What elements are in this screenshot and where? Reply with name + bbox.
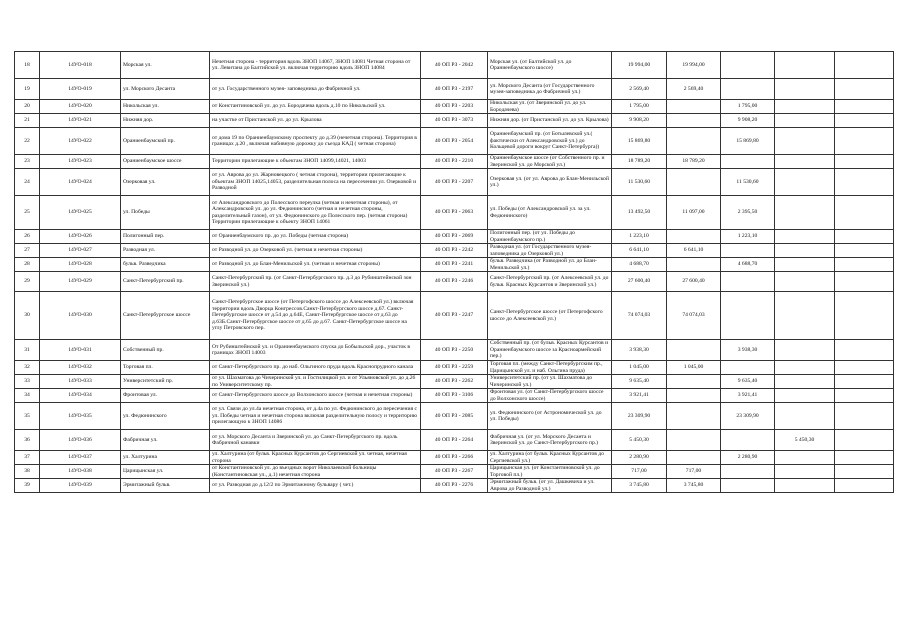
row-code: 14УО-022 bbox=[40, 128, 121, 155]
area-col-2 bbox=[721, 361, 775, 375]
row-number: 23 bbox=[15, 155, 40, 169]
row-code: 14УО-026 bbox=[40, 230, 121, 244]
total-area: 9 635,40 bbox=[612, 375, 667, 389]
section-description: от Разводной ул. до Блан-Менильской ул. (четная и нечетная стороны) bbox=[210, 258, 421, 272]
total-area: 23 309,90 bbox=[612, 403, 667, 430]
route-description: Собственный пр. (от бульв. Красных Курсантов и Ораниенбаумского шоссе за Красноармейский пер.) bbox=[488, 340, 612, 361]
table-row bbox=[15, 403, 894, 430]
area-col-4 bbox=[835, 114, 894, 128]
row-number: 31 bbox=[15, 340, 40, 361]
section-description: от Санкт-Петербургского пр. до наб. Ольгиного пруда вдоль Краснопрудного канала bbox=[210, 361, 421, 375]
area-col-3 bbox=[775, 155, 835, 169]
area-col-4 bbox=[835, 403, 894, 430]
road-registry-number: 40 ОП РЗ - 3106 bbox=[421, 389, 488, 403]
row-code: 14УО-021 bbox=[40, 114, 121, 128]
row-number: 18 bbox=[15, 52, 40, 79]
area-col-3 bbox=[775, 169, 835, 196]
route-description: ул. Халтурина (от бульв. Красных Курсантов до Сергиевской ул.) bbox=[488, 451, 612, 465]
area-col-3 bbox=[775, 375, 835, 389]
table-row bbox=[15, 272, 894, 292]
total-area: 9 908,20 bbox=[612, 114, 667, 128]
row-number: 39 bbox=[15, 479, 40, 493]
row-number: 29 bbox=[15, 272, 40, 292]
area-col-1: 2 569,40 bbox=[667, 79, 721, 100]
total-area: 18 789,20 bbox=[612, 155, 667, 169]
section-description: на участке от Пристанской ул. до ул. Крылова bbox=[210, 114, 421, 128]
route-description: Торговая пл. (между Санкт-Петербургским пр., Царицынской ул. и наб. Ольгина пруда) bbox=[488, 361, 612, 375]
road-registry-number: 40 ОП РЗ - 2247 bbox=[421, 292, 488, 340]
area-col-2: 4 688,70 bbox=[721, 258, 775, 272]
row-code: 14УО-031 bbox=[40, 340, 121, 361]
row-number: 37 bbox=[15, 451, 40, 465]
table-row bbox=[15, 114, 894, 128]
row-number: 38 bbox=[15, 465, 40, 479]
road-registry-number: 40 ОП РЗ - 2242 bbox=[421, 244, 488, 258]
road-registry-number: 40 ОП РЗ - 2241 bbox=[421, 258, 488, 272]
row-code: 14УО-020 bbox=[40, 100, 121, 114]
area-col-4 bbox=[835, 258, 894, 272]
total-area: 74 074,03 bbox=[612, 292, 667, 340]
table-row bbox=[15, 100, 894, 114]
roads-table bbox=[14, 51, 894, 493]
table-row bbox=[15, 361, 894, 375]
row-code: 14УО-027 bbox=[40, 244, 121, 258]
area-col-4 bbox=[835, 389, 894, 403]
row-code: 14УО-023 bbox=[40, 155, 121, 169]
area-col-4 bbox=[835, 155, 894, 169]
row-number: 20 bbox=[15, 100, 40, 114]
route-description: ул. Морского Десанта (от Государственного музея-заповедника до Фабричной ул.) bbox=[488, 79, 612, 100]
route-description: Ораниенбаумское шоссе (от Собственного пр. и Зверинской ул. до Морской ул.) bbox=[488, 155, 612, 169]
section-description: от ул. Государственного музея- заповедника до Фабричной ул. bbox=[210, 79, 421, 100]
table-row bbox=[15, 479, 894, 493]
street-name: Озерковая ул. bbox=[121, 169, 210, 196]
total-area: 6 641,10 bbox=[612, 244, 667, 258]
table-row bbox=[15, 292, 894, 340]
area-col-2 bbox=[721, 244, 775, 258]
road-registry-number: 40 ОП РЗ - 2210 bbox=[421, 155, 488, 169]
area-col-2 bbox=[721, 155, 775, 169]
area-col-4 bbox=[835, 479, 894, 493]
road-registry-number: 40 ОП РЗ - 2266 bbox=[421, 451, 488, 465]
section-description: От Рубинштейнской ул. и Ораниенбаумского спуска до Бобыльской дор., участок в границах ЗНОП 14003 bbox=[210, 340, 421, 361]
road-registry-number: 40 ОП РЗ - 2250 bbox=[421, 340, 488, 361]
road-registry-number: 40 ОП РЗ - 2246 bbox=[421, 272, 488, 292]
area-col-2 bbox=[721, 430, 775, 451]
row-code: 14УО-025 bbox=[40, 196, 121, 230]
total-area: 3 745,80 bbox=[612, 479, 667, 493]
row-number: 30 bbox=[15, 292, 40, 340]
row-code: 14УО-024 bbox=[40, 169, 121, 196]
row-code: 14УО-034 bbox=[40, 389, 121, 403]
row-number: 32 bbox=[15, 361, 40, 375]
area-col-3 bbox=[775, 258, 835, 272]
area-col-1: 1 045,00 bbox=[667, 361, 721, 375]
road-registry-number: 40 ОП РЗ - 2259 bbox=[421, 361, 488, 375]
route-description: Университетский пр. (от ул. Шахматова до Чичеринской ул.) bbox=[488, 375, 612, 389]
row-code: 14УО-032 bbox=[40, 361, 121, 375]
street-name: Эрмитажный бульв. bbox=[121, 479, 210, 493]
area-col-2: 3 938,30 bbox=[721, 340, 775, 361]
route-description: Санкт-Петербургское шоссе (от Петергофского шоссе до Алексеевской ул.) bbox=[488, 292, 612, 340]
area-col-2: 23 309,90 bbox=[721, 403, 775, 430]
area-col-1: 6 641,10 bbox=[667, 244, 721, 258]
total-area: 2 569,40 bbox=[612, 79, 667, 100]
area-col-1 bbox=[667, 340, 721, 361]
section-description: от Александровского до Полесского переулка (четная и нечетная стороны), от Александровской ул. до ул. Федюнинского (четная и нечетная стороны, разделительный газон), от ул. Федюнинского до Полесского пер. (четная сторона) Территории прилегающие к объекту ЗНОП 14061 bbox=[210, 196, 421, 230]
table-row bbox=[15, 340, 894, 361]
row-code: 14УО-036 bbox=[40, 430, 121, 451]
table-row bbox=[15, 230, 894, 244]
area-col-4 bbox=[835, 100, 894, 114]
street-name: Разводная ул. bbox=[121, 244, 210, 258]
document-page bbox=[14, 51, 893, 493]
road-registry-number: 40 ОП РЗ - 2197 bbox=[421, 79, 488, 100]
section-description: Нечетная сторона - территория вдоль ЗНОП 14067, ЗНОП 14081 Четная сторона от ул. Левитана до Балтийской ул. включая территорию вдоль ЗНОП 14084 bbox=[210, 52, 421, 79]
route-description: Разводная ул. (от Государственного музея-заповедника до Озерковой ул.) bbox=[488, 244, 612, 258]
street-name: Торговая пл. bbox=[121, 361, 210, 375]
row-number: 24 bbox=[15, 169, 40, 196]
table-row bbox=[15, 155, 894, 169]
total-area: 11 530,60 bbox=[612, 169, 667, 196]
table-row bbox=[15, 196, 894, 230]
street-name: Полигонный пер. bbox=[121, 230, 210, 244]
row-code: 14УО-039 bbox=[40, 479, 121, 493]
row-number: 35 bbox=[15, 403, 40, 430]
street-name: ул. Победы bbox=[121, 196, 210, 230]
street-name: ул. Халтурина bbox=[121, 451, 210, 465]
section-description: от Санкт-Петербургского шоссе до Волхонского шоссе (четная и нечетная стороны) bbox=[210, 389, 421, 403]
table-row bbox=[15, 451, 894, 465]
area-col-4 bbox=[835, 128, 894, 155]
road-registry-number: 40 ОП РЗ - 2063 bbox=[421, 196, 488, 230]
area-col-4 bbox=[835, 465, 894, 479]
route-description: Озерковая ул. (от ул. Аврова до Блан-Менильской ул.) bbox=[488, 169, 612, 196]
row-number: 27 bbox=[15, 244, 40, 258]
section-description: от ул. Связи до ул.4а нечетная сторона, от д.4а по ул. Федюнинского до пересечения с ул. Победы четная и нечетная сторона включая разделительную полосу и территорию прилегающую к ЗНОП 14086 bbox=[210, 403, 421, 430]
area-col-2: 9 908,20 bbox=[721, 114, 775, 128]
section-description: от Разводной ул. до Озерковой ул. (четная и нечетная стороны) bbox=[210, 244, 421, 258]
row-code: 14УО-033 bbox=[40, 375, 121, 389]
street-name: Фабричная ул. bbox=[121, 430, 210, 451]
route-description: Ораниенбаумский пр. (от Ботылевской ул.( фактически от Александровской ул.) до Кольцевой дороги вокруг Санкт-Петербурга)) bbox=[488, 128, 612, 155]
area-col-1 bbox=[667, 169, 721, 196]
route-description: Нижняя дор. (от Пристанской ул. до ул. Крылова) bbox=[488, 114, 612, 128]
route-description: Фронтовая ул. (от Санкт-Петербургского шоссе до Волхонского шоссе) bbox=[488, 389, 612, 403]
area-col-3 bbox=[775, 292, 835, 340]
street-name: бульв. Разведчика bbox=[121, 258, 210, 272]
row-number: 19 bbox=[15, 79, 40, 100]
area-col-1: 19 994,00 bbox=[667, 52, 721, 79]
section-description: от ул. Шахматова до Чичеринской ул. и Гостилицкой ул. и от Ульяновской ул. до д.26 по Университетскому пр. bbox=[210, 375, 421, 389]
route-description: Полигонный пер. (от ул. Победы до Ораниенбаумского пр.) bbox=[488, 230, 612, 244]
route-description: Морская ул. (от Балтийской ул. до Ораниенбаумского шоссе) bbox=[488, 52, 612, 79]
area-col-2 bbox=[721, 292, 775, 340]
row-number: 34 bbox=[15, 389, 40, 403]
table-row bbox=[15, 258, 894, 272]
route-description: ул. Федюнинского (от Астрономической ул. до ул. Победы) bbox=[488, 403, 612, 430]
road-registry-number: 40 ОП РЗ - 2207 bbox=[421, 169, 488, 196]
area-col-3 bbox=[775, 479, 835, 493]
road-registry-number: 40 ОП РЗ - 2042 bbox=[421, 52, 488, 79]
area-col-3: 5 450,30 bbox=[775, 430, 835, 451]
area-col-3 bbox=[775, 451, 835, 465]
area-col-4 bbox=[835, 52, 894, 79]
area-col-3 bbox=[775, 272, 835, 292]
section-description: от ул. Морского Десанта и Зверинской ул. до Санкт-Петербургского пр. вдоль Фабричной канавки bbox=[210, 430, 421, 451]
row-number: 28 bbox=[15, 258, 40, 272]
row-number: 25 bbox=[15, 196, 40, 230]
route-description: Эрмитажный бульв. (от ул. Дашкевича и ул. Аврова до Разводной ул.) bbox=[488, 479, 612, 493]
road-registry-number: 40 ОП РЗ - 2264 bbox=[421, 430, 488, 451]
street-name: Царицынская ул. bbox=[121, 465, 210, 479]
area-col-1 bbox=[667, 230, 721, 244]
road-registry-number: 40 ОП РЗ - 2054 bbox=[421, 128, 488, 155]
area-col-1: 717,00 bbox=[667, 465, 721, 479]
table-row bbox=[15, 244, 894, 258]
road-registry-number: 40 ОП РЗ - 2262 bbox=[421, 375, 488, 389]
section-description: Санкт-Петербургское шоссе (от Петергофского шоссе до Алексеевской ул.) включая территории вдоль Дворца Конгрессов.Санкт-Петербургского шоссе д.67. Санкт-Петербургское шоссе от д.54 до д.64Е, Санкт-Петербургское шоссе от д.63 до д.63Б.Санкт-Петербургское шоссе от д.65 до д.67. Санкт-Петербургское шоссе на углу Петровского пер. bbox=[210, 292, 421, 340]
street-name: Морская ул. bbox=[121, 52, 210, 79]
total-area: 1 223,10 bbox=[612, 230, 667, 244]
section-description: Санкт-Петербургский пр. (от Санкт-Петербургского пр. д.3 до Рубинштейнской зон Зверинской ул.) bbox=[210, 272, 421, 292]
total-area: 3 938,30 bbox=[612, 340, 667, 361]
area-col-1 bbox=[667, 389, 721, 403]
section-description: от Константиновской ул. до ул. Бородачева вдоль д.10 по Никольской ул. bbox=[210, 100, 421, 114]
area-col-2: 9 635,40 bbox=[721, 375, 775, 389]
total-area: 13 492,50 bbox=[612, 196, 667, 230]
area-col-2: 2 280,90 bbox=[721, 451, 775, 465]
route-description: Царицынская ул. (от Константиновской ул. до Торговой пл.) bbox=[488, 465, 612, 479]
section-description: от ул. Аврова до ул. Жарновецкого ( четная сторона), территории прилегающие к объектам ЗНОП 14025,14053, разделительная полоса на пересечении ул. Озерковой и Разводной bbox=[210, 169, 421, 196]
street-name: Университетский пр. bbox=[121, 375, 210, 389]
route-description: Фабричная ул. (от ул. Морского Десанта и Зверинской ул. до Санкт-Петербургского пр.) bbox=[488, 430, 612, 451]
area-col-4 bbox=[835, 375, 894, 389]
table-row bbox=[15, 389, 894, 403]
area-col-2: 1 795,00 bbox=[721, 100, 775, 114]
row-number: 21 bbox=[15, 114, 40, 128]
street-name: Санкт-Петербургский пр. bbox=[121, 272, 210, 292]
area-col-1 bbox=[667, 114, 721, 128]
area-col-1: 3 745,80 bbox=[667, 479, 721, 493]
area-col-3 bbox=[775, 244, 835, 258]
area-col-1: 74 074,03 bbox=[667, 292, 721, 340]
row-code: 14УО-037 bbox=[40, 451, 121, 465]
road-registry-number: 40 ОП РЗ - 2267 bbox=[421, 465, 488, 479]
area-col-4 bbox=[835, 196, 894, 230]
total-area: 1 795,00 bbox=[612, 100, 667, 114]
area-col-4 bbox=[835, 430, 894, 451]
section-description: ул. Халтурина (от бульв. Красных Курсантов до Сергиевской ул. четная, нечетная сторона bbox=[210, 451, 421, 465]
street-name: Ораниенбаумское шоссе bbox=[121, 155, 210, 169]
area-col-4 bbox=[835, 244, 894, 258]
route-description: Никольская ул. (от Зверинской ул. до ул. Бородачева) bbox=[488, 100, 612, 114]
area-col-4 bbox=[835, 169, 894, 196]
row-code: 14УО-028 bbox=[40, 258, 121, 272]
route-description: ул. Победы (от Александровской ул. за ул. Федюнинского) bbox=[488, 196, 612, 230]
section-description: от дома 19 по Ораниенбаумскому проспекту до д.39 (нечетная сторона). Территория в границах д.20 , включая набивную дорожку до съезда КАД ( четная сторона) bbox=[210, 128, 421, 155]
area-col-3 bbox=[775, 403, 835, 430]
table-row bbox=[15, 52, 894, 79]
road-registry-number: 40 ОП РЗ - 2085 bbox=[421, 403, 488, 430]
street-name: Фронтовая ул. bbox=[121, 389, 210, 403]
area-col-1: 11 097,00 bbox=[667, 196, 721, 230]
total-area: 717,00 bbox=[612, 465, 667, 479]
table-row bbox=[15, 465, 894, 479]
total-area: 15 869,80 bbox=[612, 128, 667, 155]
road-registry-number: 40 ОП РЗ - 2203 bbox=[421, 100, 488, 114]
area-col-3 bbox=[775, 52, 835, 79]
total-area: 1 045,00 bbox=[612, 361, 667, 375]
area-col-3 bbox=[775, 340, 835, 361]
row-number: 33 bbox=[15, 375, 40, 389]
area-col-2: 2 395,50 bbox=[721, 196, 775, 230]
section-description: от Константиновской ул. до въездных ворот Николаевской больницы (Константиновская ул., д.1) нечетная сторона bbox=[210, 465, 421, 479]
area-col-2: 15 869,80 bbox=[721, 128, 775, 155]
area-col-2: 3 921,41 bbox=[721, 389, 775, 403]
table-row bbox=[15, 375, 894, 389]
area-col-4 bbox=[835, 230, 894, 244]
street-name: ул. Федюнинского bbox=[121, 403, 210, 430]
row-code: 14УО-038 bbox=[40, 465, 121, 479]
area-col-3 bbox=[775, 79, 835, 100]
row-number: 26 bbox=[15, 230, 40, 244]
table-row bbox=[15, 169, 894, 196]
area-col-3 bbox=[775, 361, 835, 375]
area-col-4 bbox=[835, 451, 894, 465]
area-col-3 bbox=[775, 114, 835, 128]
area-col-1 bbox=[667, 258, 721, 272]
street-name: Санкт-Петербургское шоссе bbox=[121, 292, 210, 340]
row-number: 36 bbox=[15, 430, 40, 451]
street-name: Никольская ул. bbox=[121, 100, 210, 114]
road-registry-number: 40 ОП РЗ - 2276 bbox=[421, 479, 488, 493]
area-col-3 bbox=[775, 465, 835, 479]
road-registry-number: 40 ОП РЗ - 2069 bbox=[421, 230, 488, 244]
row-code: 14УО-018 bbox=[40, 52, 121, 79]
road-registry-number: 40 ОП РЗ - 3073 bbox=[421, 114, 488, 128]
area-col-1 bbox=[667, 403, 721, 430]
area-col-2 bbox=[721, 465, 775, 479]
table-row bbox=[15, 128, 894, 155]
total-area: 5 450,30 bbox=[612, 430, 667, 451]
row-code: 14УО-019 bbox=[40, 79, 121, 100]
table-body bbox=[15, 52, 894, 493]
area-col-4 bbox=[835, 79, 894, 100]
area-col-2 bbox=[721, 479, 775, 493]
street-name: Нижняя дор. bbox=[121, 114, 210, 128]
route-description: бульв. Разведчика (от Разводной ул. до Блан-Менильской ул.) bbox=[488, 258, 612, 272]
area-col-4 bbox=[835, 361, 894, 375]
area-col-4 bbox=[835, 272, 894, 292]
total-area: 4 688,70 bbox=[612, 258, 667, 272]
area-col-3 bbox=[775, 196, 835, 230]
section-description: от ул. Разводная до д.12/2 по Эрмитажному бульвару ( чет.) bbox=[210, 479, 421, 493]
area-col-4 bbox=[835, 340, 894, 361]
row-code: 14УО-029 bbox=[40, 272, 121, 292]
area-col-1 bbox=[667, 430, 721, 451]
area-col-1 bbox=[667, 375, 721, 389]
area-col-2: 1 223,10 bbox=[721, 230, 775, 244]
area-col-1 bbox=[667, 128, 721, 155]
area-col-3 bbox=[775, 230, 835, 244]
area-col-1: 18 789,20 bbox=[667, 155, 721, 169]
table-row bbox=[15, 79, 894, 100]
route-description: Санкт-Петербургский пр. (от Алексеевской ул. до бульв. Красных Курсантов и Зверинской ул.) bbox=[488, 272, 612, 292]
row-number: 22 bbox=[15, 128, 40, 155]
area-col-1 bbox=[667, 100, 721, 114]
total-area: 3 921,41 bbox=[612, 389, 667, 403]
row-code: 14УО-035 bbox=[40, 403, 121, 430]
area-col-2 bbox=[721, 272, 775, 292]
area-col-2 bbox=[721, 52, 775, 79]
area-col-1: 27 600,40 bbox=[667, 272, 721, 292]
area-col-3 bbox=[775, 128, 835, 155]
area-col-1 bbox=[667, 451, 721, 465]
area-col-2 bbox=[721, 79, 775, 100]
area-col-3 bbox=[775, 389, 835, 403]
total-area: 2 280,90 bbox=[612, 451, 667, 465]
total-area: 27 600,40 bbox=[612, 272, 667, 292]
section-description: от Ораниенбаумского пр. до ул. Победы (четная сторона) bbox=[210, 230, 421, 244]
area-col-2: 11 530,60 bbox=[721, 169, 775, 196]
section-description: Территории прилегающие к объектам ЗНОП 14099,14021, 14003 bbox=[210, 155, 421, 169]
row-code: 14УО-030 bbox=[40, 292, 121, 340]
street-name: ул. Морского Десанта bbox=[121, 79, 210, 100]
total-area: 19 994,00 bbox=[612, 52, 667, 79]
table-row bbox=[15, 430, 894, 451]
area-col-3 bbox=[775, 100, 835, 114]
street-name: Ораниенбаумский пр. bbox=[121, 128, 210, 155]
street-name: Собственный пр. bbox=[121, 340, 210, 361]
area-col-4 bbox=[835, 292, 894, 340]
